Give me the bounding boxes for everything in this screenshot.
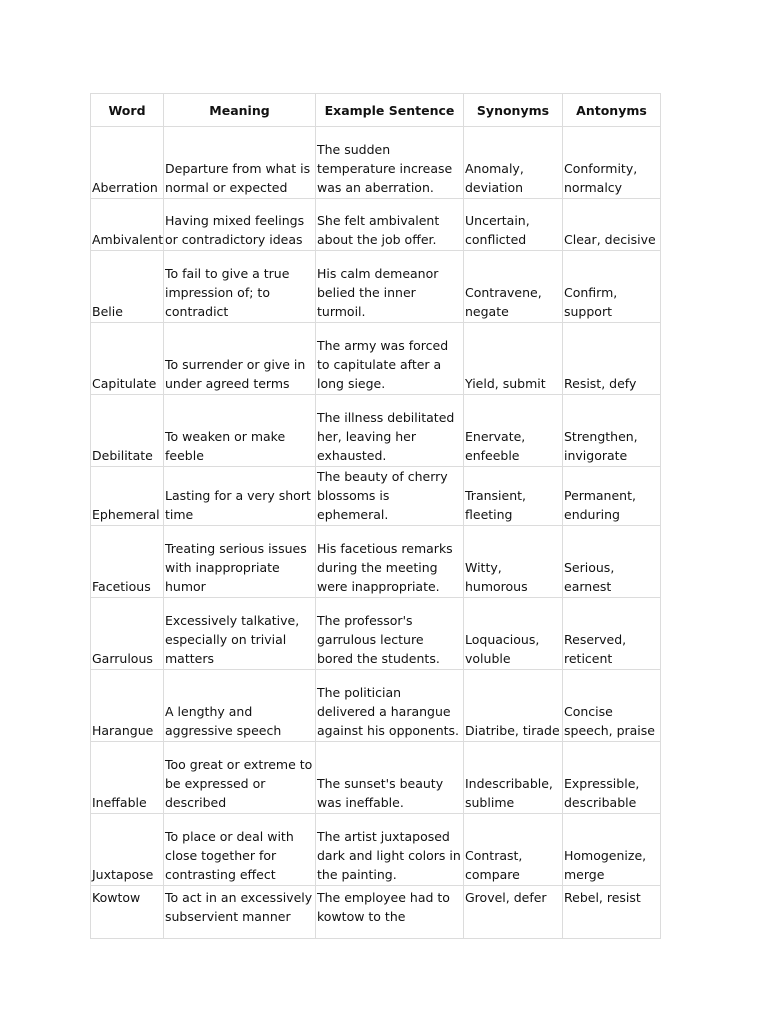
- cell-synonyms: Grovel, defer: [464, 886, 563, 939]
- cell-meaning: To surrender or give in under agreed terms: [164, 323, 316, 395]
- cell-antonyms: Permanent, enduring: [563, 467, 661, 526]
- table-row: [91, 742, 661, 814]
- cell-example: The army was forced to capitulate after a long siege.: [316, 323, 464, 395]
- table-row: [91, 467, 661, 526]
- cell-antonyms: Concise speech, praise: [563, 670, 661, 742]
- cell-word: Aberration: [91, 127, 164, 199]
- cell-example: The beauty of cherry blossoms is ephemeral.: [316, 467, 464, 526]
- table-row: [91, 127, 661, 199]
- cell-antonyms: Homogenize, merge: [563, 814, 661, 886]
- header-antonyms: Antonyms: [563, 94, 661, 127]
- cell-example: His calm demeanor belied the inner turmoil.: [316, 251, 464, 323]
- cell-word: Kowtow: [91, 886, 164, 939]
- cell-meaning: Treating serious issues with inappropriate humor: [164, 526, 316, 598]
- cell-word: Ambivalent: [91, 199, 164, 251]
- cell-example: The illness debilitated her, leaving her exhausted.: [316, 395, 464, 467]
- table-row: [91, 251, 661, 323]
- cell-antonyms: Expressible, describable: [563, 742, 661, 814]
- table-row: [91, 886, 661, 939]
- table-row: [91, 814, 661, 886]
- cell-antonyms: Rebel, resist: [563, 886, 661, 939]
- cell-example: His facetious remarks during the meeting were inappropriate.: [316, 526, 464, 598]
- cell-antonyms: Confirm, support: [563, 251, 661, 323]
- cell-antonyms: Serious, earnest: [563, 526, 661, 598]
- cell-example: The politician delivered a harangue against his opponents.: [316, 670, 464, 742]
- header-word: Word: [91, 94, 164, 127]
- cell-meaning: Lasting for a very short time: [164, 467, 316, 526]
- cell-meaning: A lengthy and aggressive speech: [164, 670, 316, 742]
- cell-synonyms: Enervate, enfeeble: [464, 395, 563, 467]
- cell-example: The sunset's beauty was ineffable.: [316, 742, 464, 814]
- cell-meaning: To weaken or make feeble: [164, 395, 316, 467]
- table-row: [91, 526, 661, 598]
- cell-synonyms: Transient, fleeting: [464, 467, 563, 526]
- cell-word: Ephemeral: [91, 467, 164, 526]
- cell-synonyms: Diatribe, tirade: [464, 670, 563, 742]
- cell-word: Facetious: [91, 526, 164, 598]
- cell-antonyms: Clear, decisive: [563, 199, 661, 251]
- cell-word: Debilitate: [91, 395, 164, 467]
- cell-word: Ineffable: [91, 742, 164, 814]
- table-header-row: [91, 94, 661, 127]
- cell-meaning: To place or deal with close together for contrasting effect: [164, 814, 316, 886]
- cell-meaning: Excessively talkative, especially on trivial matters: [164, 598, 316, 670]
- cell-synonyms: Contrast, compare: [464, 814, 563, 886]
- cell-synonyms: Yield, submit: [464, 323, 563, 395]
- cell-synonyms: Uncertain, conflicted: [464, 199, 563, 251]
- header-example-sentence: Example Sentence: [316, 94, 464, 127]
- cell-synonyms: Contravene, negate: [464, 251, 563, 323]
- header-synonyms: Synonyms: [464, 94, 563, 127]
- cell-example: The sudden temperature increase was an aberration.: [316, 127, 464, 199]
- cell-antonyms: Conformity, normalcy: [563, 127, 661, 199]
- cell-antonyms: Strengthen, invigorate: [563, 395, 661, 467]
- cell-synonyms: Anomaly, deviation: [464, 127, 563, 199]
- cell-meaning: Too great or extreme to be expressed or described: [164, 742, 316, 814]
- table-row: [91, 395, 661, 467]
- cell-synonyms: Witty, humorous: [464, 526, 563, 598]
- table-row: [91, 199, 661, 251]
- table-row: [91, 670, 661, 742]
- cell-antonyms: Reserved, reticent: [563, 598, 661, 670]
- header-meaning: Meaning: [164, 94, 316, 127]
- cell-word: Belie: [91, 251, 164, 323]
- cell-meaning: Departure from what is normal or expected: [164, 127, 316, 199]
- cell-synonyms: Loquacious, voluble: [464, 598, 563, 670]
- cell-word: Juxtapose: [91, 814, 164, 886]
- cell-synonyms: Indescribable, sublime: [464, 742, 563, 814]
- cell-meaning: To act in an excessively subservient manner: [164, 886, 316, 939]
- cell-example: She felt ambivalent about the job offer.: [316, 199, 464, 251]
- cell-word: Capitulate: [91, 323, 164, 395]
- cell-meaning: To fail to give a true impression of; to contradict: [164, 251, 316, 323]
- cell-example: The professor's garrulous lecture bored the students.: [316, 598, 464, 670]
- table-row: [91, 598, 661, 670]
- cell-example: The employee had to kowtow to the: [316, 886, 464, 939]
- cell-word: Harangue: [91, 670, 164, 742]
- cell-word: Garrulous: [91, 598, 164, 670]
- cell-antonyms: Resist, defy: [563, 323, 661, 395]
- table-row: [91, 323, 661, 395]
- cell-meaning: Having mixed feelings or contradictory ideas: [164, 199, 316, 251]
- cell-example: The artist juxtaposed dark and light colors in the painting.: [316, 814, 464, 886]
- vocabulary-table: [90, 93, 661, 939]
